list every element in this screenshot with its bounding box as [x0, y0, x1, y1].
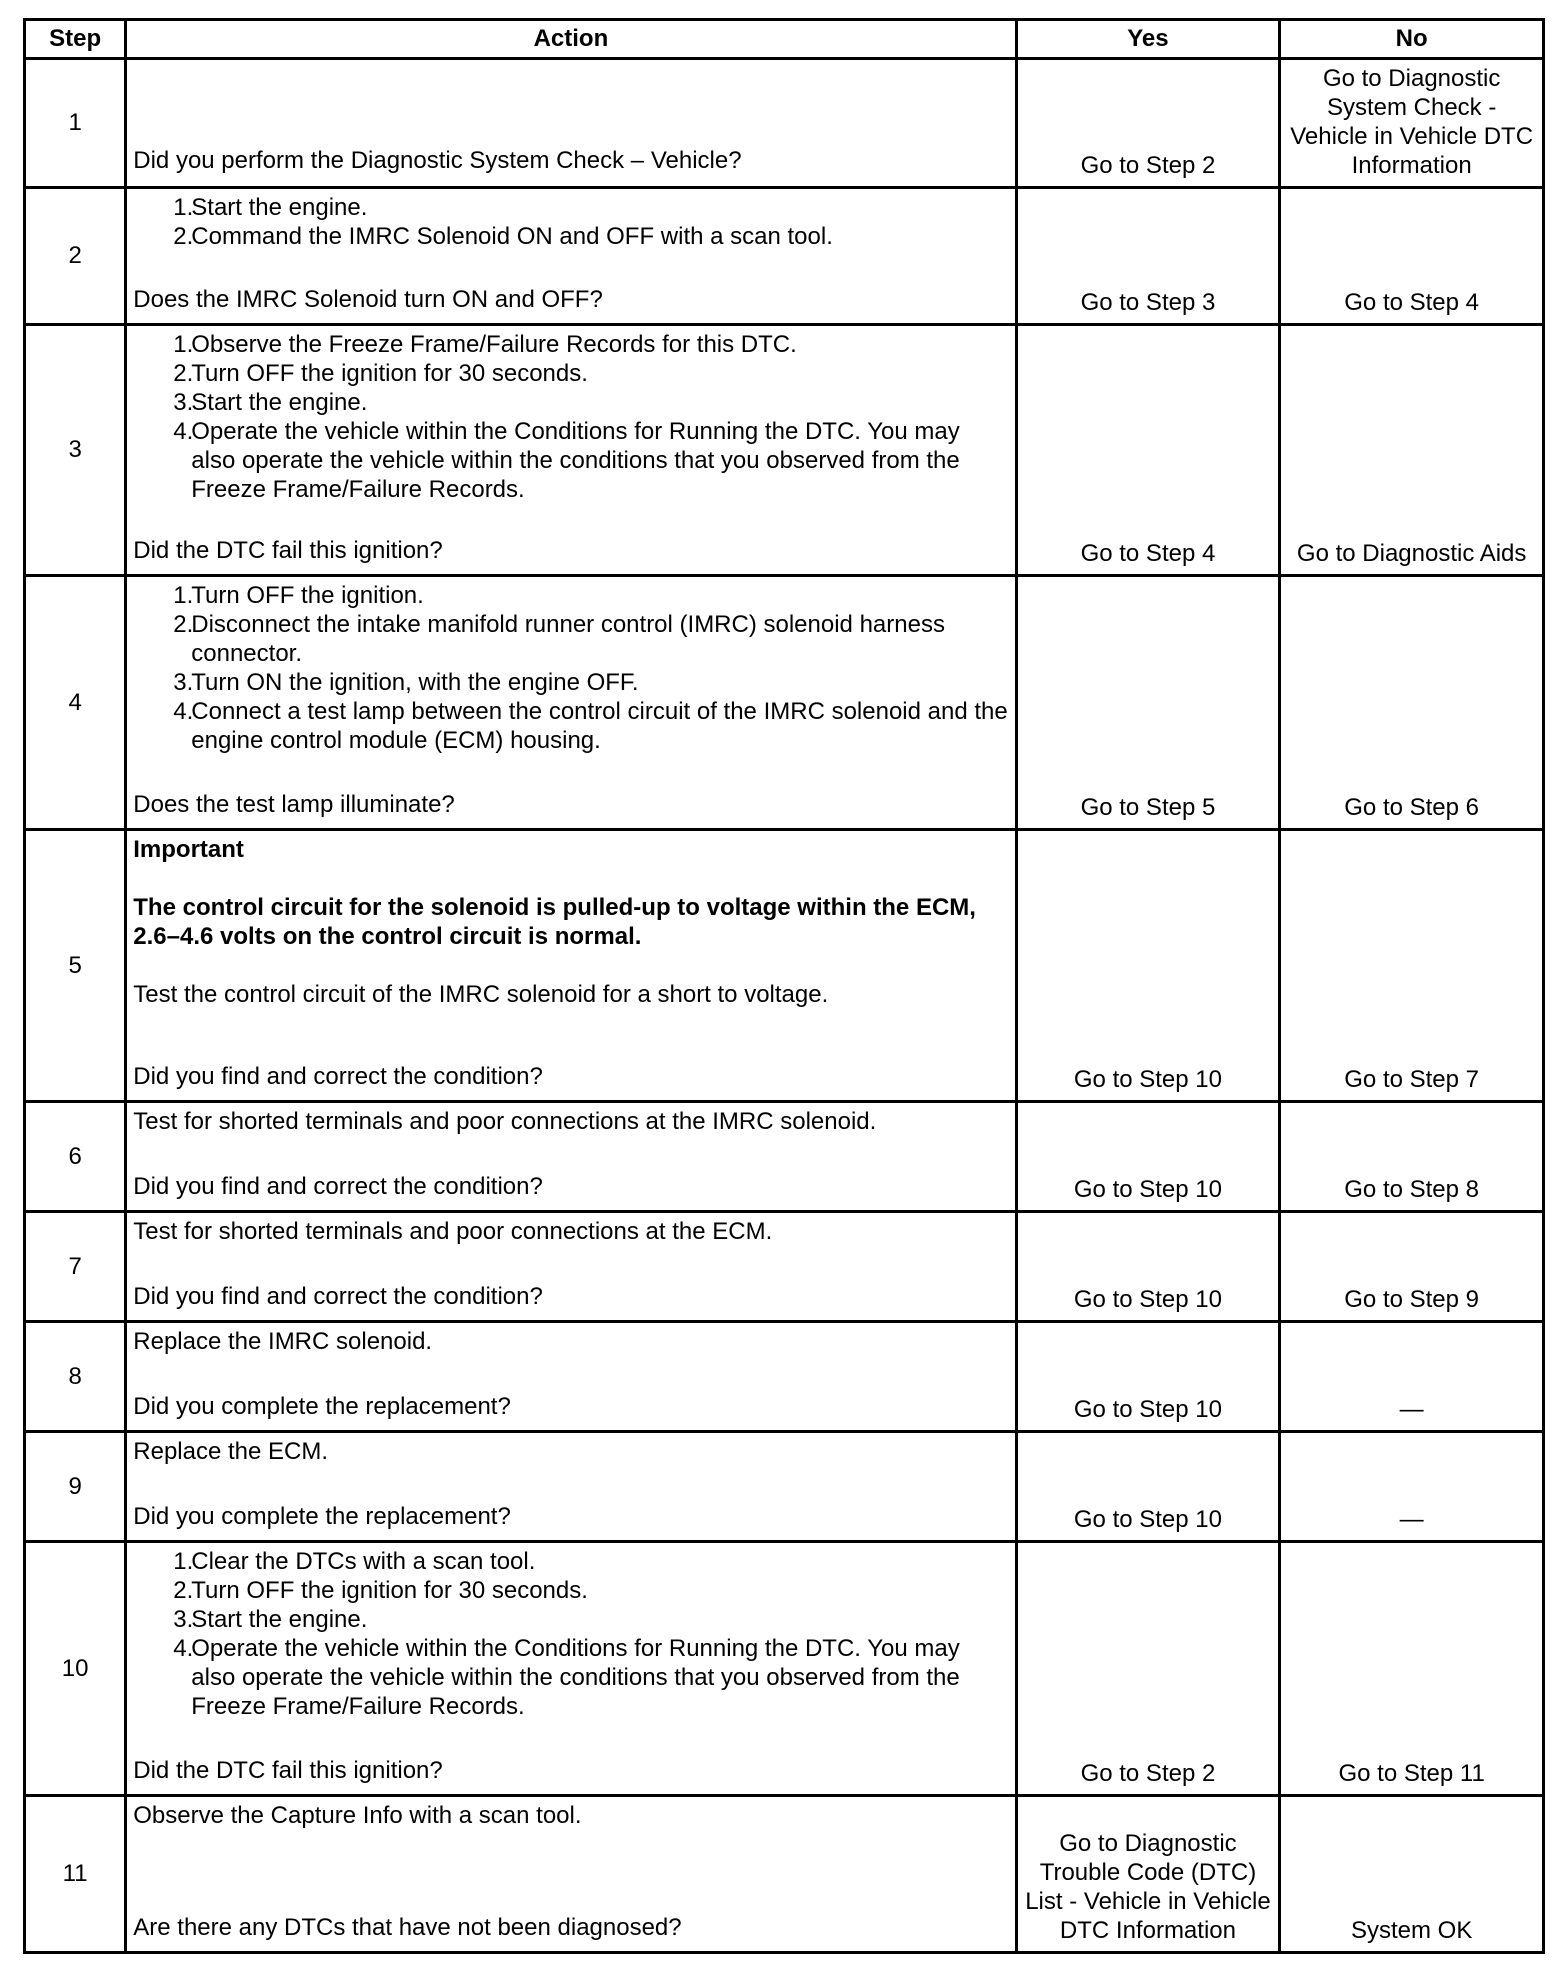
list-item-text: Clear the DTCs with a scan tool.: [191, 1548, 536, 1575]
action-cell: [126, 1796, 1016, 1953]
action-paragraph: Replace the ECM.: [133, 1438, 329, 1465]
no-outcome: Go to Step 9: [1280, 1212, 1544, 1322]
table-row: [25, 188, 1544, 325]
action-content: [133, 64, 1008, 175]
step-number: 9: [25, 1432, 126, 1542]
list-item-number: 1.: [173, 194, 194, 221]
action-question: Does the IMRC Solenoid turn ON and OFF?: [133, 286, 603, 313]
yes-outcome: Go to Step 5: [1016, 576, 1280, 830]
step-number: 7: [25, 1212, 126, 1322]
list-item-number: 3.: [173, 669, 194, 696]
action-question: Did the DTC fail this ignition?: [133, 1757, 443, 1784]
action-question: Did the DTC fail this ignition?: [133, 537, 443, 564]
action-question: Did you complete the replacement?: [133, 1393, 511, 1420]
table-row: [25, 1102, 1544, 1212]
action-content: [133, 581, 1008, 819]
action-paragraph: Replace the IMRC solenoid.: [133, 1328, 433, 1355]
table-body: [25, 59, 1544, 1953]
header-no: No: [1280, 20, 1544, 59]
yes-outcome: Go to Diagnostic Trouble Code (DTC) List - Vehicle in Vehicle DTC Information: [1016, 1796, 1280, 1953]
list-item-text: Start the engine.: [191, 194, 368, 221]
yes-outcome: Go to Step 3: [1016, 188, 1280, 325]
action-cell: [126, 1322, 1016, 1432]
no-outcome: Go to Step 11: [1280, 1542, 1544, 1796]
list-item: [133, 668, 1008, 697]
action-instructions: [133, 835, 1008, 1038]
step-number: 6: [25, 1102, 126, 1212]
yes-outcome: Go to Step 10: [1016, 1322, 1280, 1432]
list-item-text: Connect a test lamp between the control circuit of the IMRC solenoid and the engine control module (ECM) housing.: [191, 698, 1008, 754]
action-question: Did you perform the Diagnostic System Check – Vehicle?: [133, 147, 742, 174]
list-item: [133, 1605, 1008, 1634]
action-content: [133, 1107, 1008, 1201]
step-list: [133, 581, 1008, 755]
yes-outcome: Go to Step 10: [1016, 1102, 1280, 1212]
list-item-number: 2.: [173, 1577, 194, 1604]
action-instructions: [133, 1801, 1008, 1859]
list-item-text: Operate the vehicle within the Conditions for Running the DTC. You may also operate the vehicle within the conditions that you observed from the Freeze Frame/Failure Records.: [191, 1635, 960, 1720]
action-instructions: [133, 330, 1008, 533]
list-item-number: 4.: [173, 698, 194, 725]
action-cell: [126, 1432, 1016, 1542]
step-number: 10: [25, 1542, 126, 1796]
list-item: [133, 610, 1008, 668]
list-item: [133, 417, 1008, 504]
action-content: [133, 835, 1008, 1091]
action-paragraph: Test the control circuit of the IMRC solenoid for a short to voltage.: [133, 981, 829, 1008]
action-cell: [126, 1102, 1016, 1212]
action-paragraph: Observe the Capture Info with a scan tool.: [133, 1802, 582, 1829]
list-item: [133, 330, 1008, 359]
no-outcome: Go to Step 7: [1280, 830, 1544, 1102]
action-question: Did you find and correct the condition?: [133, 1173, 543, 1200]
list-item-text: Start the engine.: [191, 389, 368, 416]
list-item-number: 4.: [173, 418, 194, 445]
list-item: [133, 1576, 1008, 1605]
action-cell: [126, 59, 1016, 188]
table-row: [25, 1796, 1544, 1953]
action-content: [133, 1547, 1008, 1785]
action-cell: [126, 576, 1016, 830]
list-item: [133, 193, 1008, 222]
step-number: 1: [25, 59, 126, 188]
list-item: [133, 359, 1008, 388]
table-row: [25, 1432, 1544, 1542]
action-cell: [126, 1212, 1016, 1322]
table-row: [25, 59, 1544, 188]
header-row: [25, 20, 1544, 59]
action-instructions: [133, 1107, 1008, 1165]
header-step: Step: [25, 20, 126, 59]
action-instructions: [133, 581, 1008, 784]
list-item: [133, 222, 1008, 251]
list-item-text: Command the IMRC Solenoid ON and OFF with a scan tool.: [191, 223, 833, 250]
step-number: 3: [25, 325, 126, 576]
action-question: Does the test lamp illuminate?: [133, 791, 455, 818]
yes-outcome: Go to Step 4: [1016, 325, 1280, 576]
no-outcome: Go to Step 4: [1280, 188, 1544, 325]
no-outcome: —: [1280, 1322, 1544, 1432]
action-content: [133, 193, 1008, 314]
no-outcome: Go to Step 8: [1280, 1102, 1544, 1212]
no-outcome: Go to Step 6: [1280, 576, 1544, 830]
list-item-number: 3.: [173, 1606, 194, 1633]
action-question: Did you find and correct the condition?: [133, 1063, 543, 1090]
no-outcome: System OK: [1280, 1796, 1544, 1953]
list-item-text: Disconnect the intake manifold runner control (IMRC) solenoid harness connector.: [191, 611, 945, 667]
step-number: 4: [25, 576, 126, 830]
action-content: [133, 1437, 1008, 1531]
header-action: Action: [126, 20, 1016, 59]
yes-outcome: Go to Step 10: [1016, 1212, 1280, 1322]
action-paragraph: Test for shorted terminals and poor connections at the IMRC solenoid.: [133, 1108, 877, 1135]
action-question: Did you find and correct the condition?: [133, 1283, 543, 1310]
diagnostic-table: [23, 18, 1545, 1954]
action-question: Did you complete the replacement?: [133, 1503, 511, 1530]
step-list: [133, 1547, 1008, 1721]
action-instructions: [133, 1217, 1008, 1275]
action-instructions: [133, 1327, 1008, 1385]
yes-outcome: Go to Step 2: [1016, 59, 1280, 188]
action-instructions: [133, 193, 1008, 280]
action-question: Are there any DTCs that have not been diagnosed?: [133, 1914, 682, 1941]
step-list: [133, 193, 1008, 251]
action-content: [133, 330, 1008, 565]
step-number: 8: [25, 1322, 126, 1432]
yes-outcome: Go to Step 2: [1016, 1542, 1280, 1796]
list-item: [133, 581, 1008, 610]
list-item-number: 1.: [173, 1548, 194, 1575]
list-item-text: Turn ON the ignition, with the engine OFF.: [191, 669, 639, 696]
action-cell: [126, 188, 1016, 325]
table-row: [25, 576, 1544, 830]
action-instructions: [133, 1437, 1008, 1495]
list-item-text: Observe the Freeze Frame/Failure Records for this DTC.: [191, 331, 797, 358]
list-item-number: 2.: [173, 611, 194, 638]
list-item-text: Turn OFF the ignition.: [191, 582, 424, 609]
list-item-number: 1.: [173, 331, 194, 358]
important-note: The control circuit for the solenoid is pulled-up to voltage within the ECM, 2.6–4.6 volts on the control circuit is normal.: [133, 894, 976, 950]
action-content: [133, 1217, 1008, 1311]
table-row: [25, 1212, 1544, 1322]
step-list: [133, 330, 1008, 504]
no-outcome: Go to Diagnostic System Check - Vehicle in Vehicle DTC Information: [1280, 59, 1544, 188]
action-cell: [126, 1542, 1016, 1796]
list-item-text: Turn OFF the ignition for 30 seconds.: [191, 360, 588, 387]
action-content: [133, 1801, 1008, 1942]
list-item-text: Start the engine.: [191, 1606, 368, 1633]
header-yes: Yes: [1016, 20, 1280, 59]
important-heading: Important: [133, 836, 244, 863]
table-row: [25, 325, 1544, 576]
action-paragraph: Test for shorted terminals and poor connections at the ECM.: [133, 1218, 773, 1245]
list-item: [133, 697, 1008, 755]
yes-outcome: Go to Step 10: [1016, 830, 1280, 1102]
action-cell: [126, 830, 1016, 1102]
list-item-number: 4.: [173, 1635, 194, 1662]
no-outcome: —: [1280, 1432, 1544, 1542]
list-item: [133, 388, 1008, 417]
step-number: 5: [25, 830, 126, 1102]
list-item-number: 2.: [173, 223, 194, 250]
table-row: [25, 1542, 1544, 1796]
list-item-number: 3.: [173, 389, 194, 416]
list-item-number: 1.: [173, 582, 194, 609]
table-row: [25, 830, 1544, 1102]
list-item: [133, 1634, 1008, 1721]
table-row: [25, 1322, 1544, 1432]
yes-outcome: Go to Step 10: [1016, 1432, 1280, 1542]
step-number: 2: [25, 188, 126, 325]
step-number: 11: [25, 1796, 126, 1953]
list-item: [133, 1547, 1008, 1576]
list-item-number: 2.: [173, 360, 194, 387]
list-item-text: Operate the vehicle within the Conditions for Running the DTC. You may also operate the vehicle within the conditions that you observed from the Freeze Frame/Failure Records.: [191, 418, 960, 503]
action-content: [133, 1327, 1008, 1421]
action-instructions: [133, 1547, 1008, 1750]
list-item-text: Turn OFF the ignition for 30 seconds.: [191, 1577, 588, 1604]
no-outcome: Go to Diagnostic Aids: [1280, 325, 1544, 576]
action-cell: [126, 325, 1016, 576]
